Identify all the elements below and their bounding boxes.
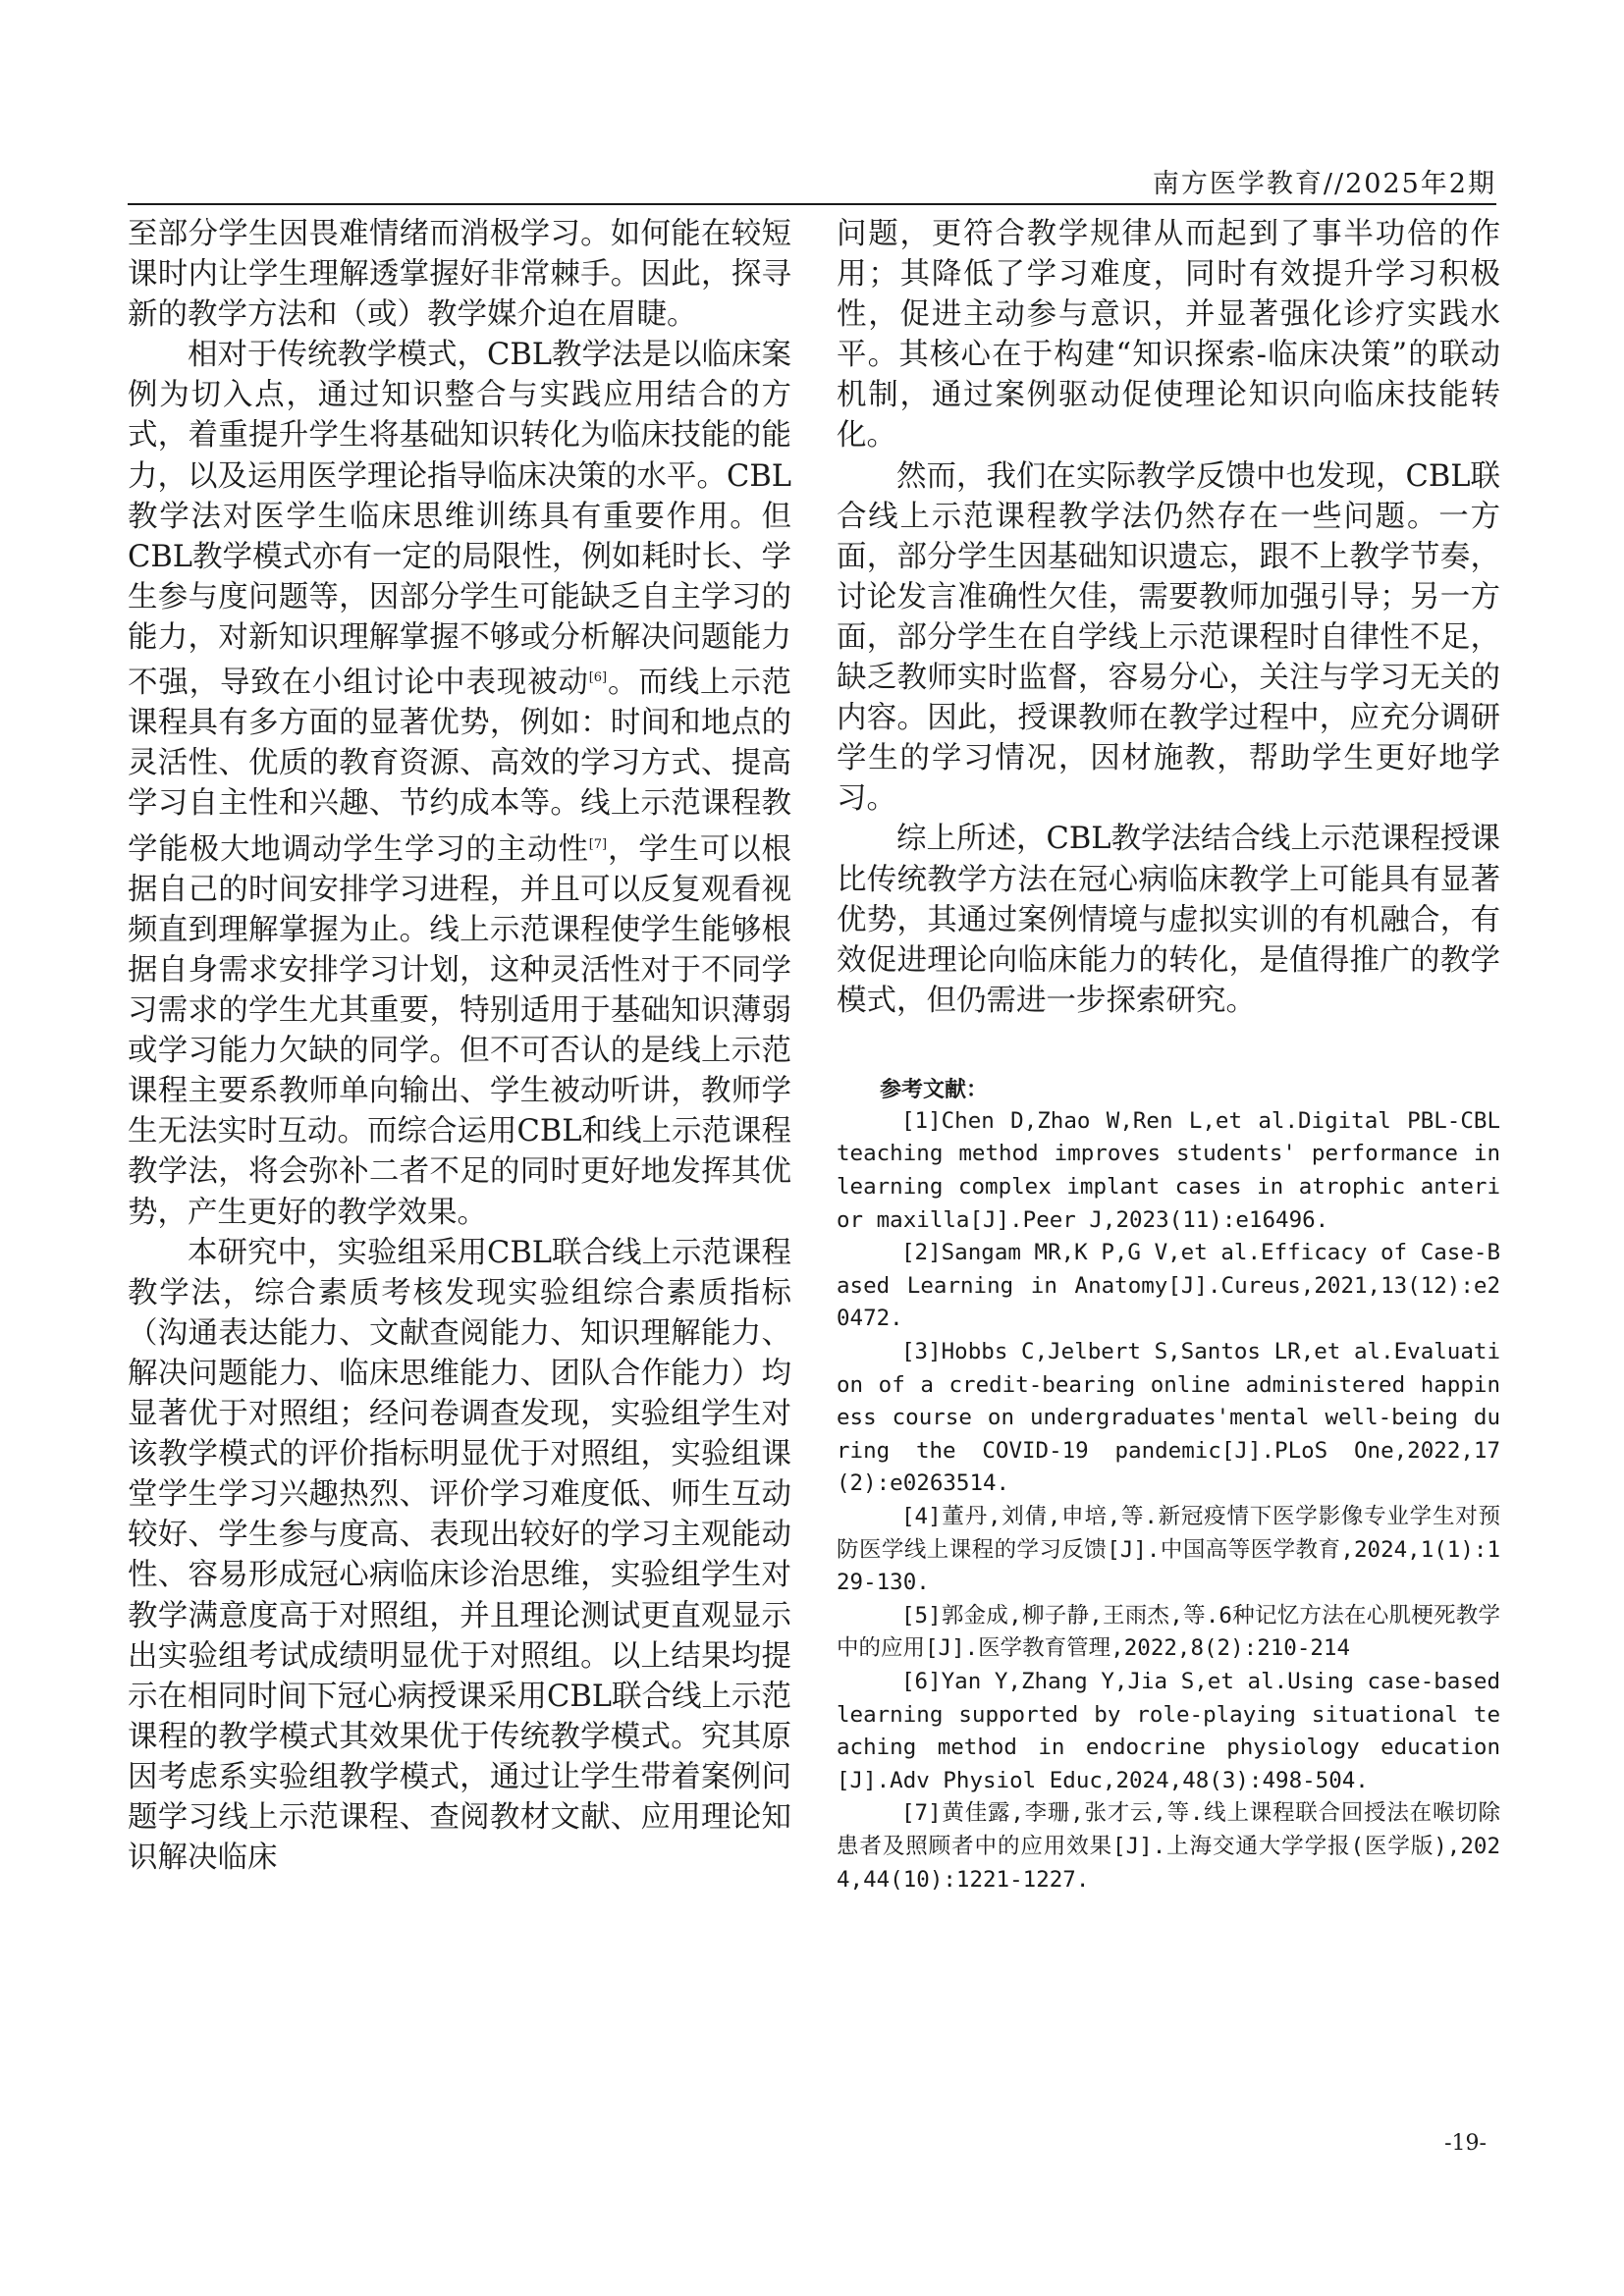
reference-label: [7]: [901, 1800, 942, 1827]
paragraph-2-part-a: 相对于传统教学模式，CBL教学法是以临床案例为切入点，通过知识整合与实践应用结合的方式，着重提升学生将基础知识转化为临床技能的能力，以及运用医学理论指导临床决策的水平。CBL教学法对医学生临床思维训练具有重要作用。但CBL教学模式亦有一定的局限性，例如耗时长、学生参与度问题等，因部分学生可能缺乏自主学习的能力，对新知识理解掌握不够或分析解决问题能力不强，导致在小组讨论中表现被动: [128, 338, 792, 701]
paragraph-2-part-b: 。而线上示范课程具有多方面的显著优势，例如：时间和地点的灵活性、优质的教育资源、高效的学习方式、提高学习自主性和兴趣、节约成本等。线上示范课程教学能极大地调动学生学习的主动性: [128, 666, 792, 867]
reference-text: 董丹,刘倩,申培,等.新冠疫情下医学影像专业学生对预防医学线上课程的学习反馈[J].中国高等医学教育,2024,1(1):129-130.: [837, 1504, 1500, 1596]
body-paragraph-4: 问题，更符合教学规律从而起到了事半功倍的作用；其降低了学习难度，同时有效提升学习积极性，促进主动参与意识，并显著强化诊疗实践水平。其核心在于构建“知识探索-临床决策”的联动机制，通过案例驱动促使理论知识向临床技能转化。: [837, 217, 1500, 454]
reference-label: [3]: [901, 1339, 942, 1365]
body-paragraph-6: 综上所述，CBL教学法结合线上示范课程授课比传统教学方法在冠心病临床教学上可能具有显著优势，其通过案例情境与虚拟实训的有机融合，有效促进理论向临床能力的转化，是值得推广的教学模式，但仍需进一步探索研究。: [837, 822, 1501, 1018]
reference-list: [837, 1105, 1500, 1896]
reference-item: [837, 1237, 1500, 1336]
reference-item: [837, 1105, 1500, 1237]
reference-label: [1]: [901, 1107, 942, 1134]
reference-text: Sangam MR,K P,G V,et al.Efficacy of Case-Based Learning in Anatomy[J].Cureus,2021,13(12):e20472.: [837, 1240, 1500, 1332]
reference-text: 黄佳露,李珊,张才云,等.线上课程联合回授法在喉切除患者及照顾者中的应用效果[J].上海交通大学学报(医学版),2024,44(10):1221-1227.: [837, 1800, 1500, 1893]
left-column: [128, 214, 791, 1878]
paragraph-2-part-c: ，学生可以根据自己的时间安排学习进程，并且可以反复观看视频直到理解掌握为止。线上示范课程使学生能够根据自身需求安排学习计划，这种灵活性对于不同学习需求的学生尤其重要，特别适用于基础知识薄弱或学习能力欠缺的同学。但不可否认的是线上示范课程主要系教师单向输出、学生被动听讲，教师学生无法实时互动。而综合运用CBL和线上示范课程教学法，将会弥补二者不足的同时更好地发挥其优势，产生更好的教学效果。: [128, 831, 792, 1230]
reference-text: 郭金成,柳子静,王雨杰,等.6种记忆方法在心肌梗死教学中的应用[J].医学教育管理,2022,8(2):210-214: [837, 1602, 1500, 1662]
right-column: [837, 214, 1500, 1896]
reference-item: [837, 1336, 1500, 1501]
body-paragraph-2: [128, 335, 791, 1232]
body-paragraph-5: 然而，我们在实际教学反馈中也发现，CBL联合线上示范课程教学法仍然存在一些问题。一方面，部分学生因基础知识遗忘，跟不上教学节奏，讨论发言准确性欠佳，需要教师加强引导；另一方面，部分学生在自学线上示范课程时自律性不足，缺乏教师实时监督，容易分心，关注与学习无关的内容。因此，授课教师在教学过程中，应充分调研学生的学习情况，因材施教，帮助学生更好地学习。: [837, 458, 1501, 817]
reference-item: [837, 1600, 1500, 1666]
reference-text: Chen D,Zhao W,Ren L,et al.Digital PBL-CBL teaching method improves students' performance in learning complex implant cases in atrophic anterior maxilla[J].Peer J,2023(11):e16496.: [837, 1107, 1500, 1233]
reference-label: [4]: [901, 1504, 942, 1529]
reference-item: [837, 1797, 1500, 1896]
reference-label: [6]: [901, 1668, 942, 1694]
reference-item: [837, 1666, 1500, 1797]
citation-6: [6]: [588, 670, 608, 686]
journal-title: 南方医学教育//2025年2期: [1152, 169, 1496, 199]
reference-item: [837, 1501, 1500, 1600]
citation-7: [7]: [588, 836, 608, 852]
body-paragraph-1: 至部分学生因畏难情绪而消极学习。如何能在较短课时内让学生理解透掌握好非常棘手。因此，探寻新的教学方法和（或）教学媒介迫在眉睫。: [128, 217, 791, 333]
reference-text: Yan Y,Zhang Y,Jia S,et al.Using case-based learning supported by role-playing situational teaching method in endocrine physiology education[J].Adv Physiol Educ,2024,48(3):498-504.: [837, 1668, 1500, 1793]
page-number: -19-: [1444, 2131, 1487, 2156]
reference-text: Hobbs C,Jelbert S,Santos LR,et al.Evaluation of a credit-bearing online administered happiness course on undergraduates'mental well-being during the COVID-19 pandemic[J].PLoS One,2022,17(2):e0263514.: [837, 1339, 1500, 1497]
reference-label: [2]: [901, 1240, 942, 1266]
running-header: [128, 162, 1496, 201]
body-paragraph-3: 本研究中，实验组采用CBL联合线上示范课程教学法，综合素质考核发现实验组综合素质指标（沟通表达能力、文献查阅能力、知识理解能力、解决问题能力、临床思维能力、团队合作能力）均显著优于对照组；经问卷调查发现，实验组学生对该教学模式的评价指标明显优于对照组，实验组课堂学生学习兴趣热烈、评价学习难度低、师生互动较好、学生参与度高、表现出较好的学习主观能动性、容易形成冠心病临床诊治思维，实验组学生对教学满意度高于对照组，并且理论测试更直观显示出实验组考试成绩明显优于对照组。以上结果均提示在相同时间下冠心病授课采用CBL联合线上示范课程的教学模式其效果优于传统教学模式。究其原因考虑系实验组教学模式，通过让学生带着案例问题学习线上示范课程、查阅教材文献、应用理论知识解决临床: [128, 1235, 792, 1876]
references-title: 参考文献：: [880, 1077, 989, 1102]
header-rule: [128, 203, 1496, 205]
reference-label: [5]: [901, 1602, 942, 1629]
